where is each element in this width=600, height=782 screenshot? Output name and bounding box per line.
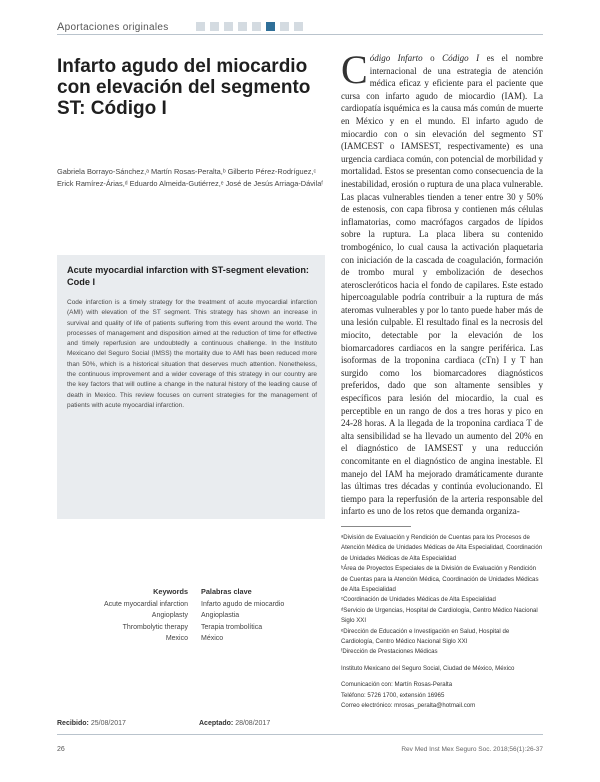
palabra-clave-item: Angioplastia	[201, 612, 240, 620]
indicator-square	[196, 22, 205, 31]
accepted-label: Aceptado:	[199, 720, 234, 727]
footer-divider	[57, 734, 543, 735]
affiliation-item: ᵈServicio de Urgencias, Hospital de Cardiología, Centro Médico Nacional Siglo XXI	[341, 606, 538, 625]
affiliation-item: ᵉDirección de Educación e Investigación en Salud, Hospital de Cardiología, Centro Médico Nacional Siglo XXI	[341, 627, 510, 646]
section-indicator	[196, 22, 303, 31]
palabra-clave-item: Terapia trombolítica	[201, 623, 263, 631]
article-title: Infarto agudo del miocardio con elevación del segmento ST: Código I	[57, 56, 311, 119]
indicator-square	[210, 22, 219, 31]
indicator-square-active	[266, 22, 275, 31]
indicator-square	[252, 22, 261, 31]
abstract-title: Acute myocardial infarction with ST-segment elevation: Code I	[67, 265, 309, 287]
contact-email[interactable]: Correo electrónico: mrosas_peralta@hotmail.com	[341, 702, 476, 710]
contact-name: Comunicación con: Martín Rosas-Peralta	[341, 681, 453, 689]
affiliation-item: ᶜCoordinación de Unidades Médicas de Alta Especialidad	[341, 596, 496, 604]
affiliation-item: ᵇÁrea de Proyectos Especiales de la División de Evaluación y Rendición de Cuentas para la Atención Médica, Coordinación de Unidades Médicas de Alta Especialidad	[341, 565, 539, 594]
contact-phone: Teléfono: 5726 1700, extensión 16965	[341, 691, 445, 699]
received-value: 25/08/2017	[90, 720, 126, 727]
keyword-item: Acute myocardial infarction	[103, 601, 188, 608]
palabra-clave-item: Infarto agudo de miocardio	[201, 601, 285, 608]
affiliation-item: ᵃDivisión de Evaluación y Rendición de Cuentas para los Procesos de Atención Médica de Unidades Médicas de Alta Especialidad, Coordinación de Unidades Médicas de Alta Especialidad	[341, 534, 543, 562]
author-list: Gabriela Borrayo-Sánchez,ᵃ Martín Rosas-Peralta,ᵇ Gilberto Pérez-Rodríguez,ᶜ Erick Ramírez-Árias,ᵈ Eduardo Almeida-Gutiérrez,ᵉ José de Jesús Arriaga-Dávilaᶠ	[57, 167, 323, 188]
received-date	[57, 720, 126, 727]
indicator-square	[294, 22, 303, 31]
accepted-date	[199, 720, 270, 727]
body-text	[341, 47, 544, 518]
palabras-clave-list	[201, 599, 284, 645]
header-divider	[57, 34, 543, 35]
indicator-square	[280, 22, 289, 31]
drop-cap: C	[341, 47, 368, 92]
keywords-list	[104, 599, 188, 645]
section-label-rest: portaciones originales	[64, 22, 169, 33]
section-label-initial: A	[57, 21, 65, 33]
received-label: Recibido:	[57, 720, 89, 727]
journal-citation: Rev Med Inst Mex Seguro Soc. 2018;56(1):26-37	[401, 746, 543, 753]
abstract-text: Code infarction is a timely strategy for the treatment of acute myocardial infarction (AMI) with elevation of the ST segment. This strategy has shown an increase in survival and quality of life of patients suffering from this event around the world. The processes of management and disposition aimed at the reduction of time for effective and timely reperfusion are undoubtedly a continuous challenge. In the Instituto Mexicano del Seguro Social (IMSS) the mortality due to AMI has been reduced more than 50%, which is a historical situation that deserves much attention. Nonetheless, the continuous improvement and a wider coverage of this strategy in our country are the key factors that will outline a change in the natural history of the leading cause of death in Mexico. This review focuses on current strategies for the management of patients with acute myocardial infarction.	[67, 299, 317, 409]
institution: Instituto Mexicano del Seguro Social, Ciudad de México, México	[341, 664, 515, 672]
body-paragraph: Código Infarto o Código I es el nombre internacional de una estrategia de atención médica eficaz y eficiente para el paciente que cursa con infarto agudo de miocardio (IAM). La cardiopatía isquémica es la causa más común de muerte en México y en el mundo. El infarto agudo de miocardio con o sin elevación del segmento ST (IAMCEST o IAMSEST, respectivamente) es una urgencia cardiaca común, con potencial de morbilidad y mortalidad. Estos se presentan como consecuencia de la inestabilidad, erosión o ruptura de una placa vulnerable. Las placas vulnerables tienden a tener entre 30 y 50% de estenosis, con capa fibrosa y contienen más células inflamatorias, como macrófagos cargados de lípidos sobre la ruptura. La placa libera su contenido trombogénico, lo cual causa la activación plaquetaria con iniciación de la cascada de coagulación, formación de trombo mural y embolización de desechos ateroscleróticos hacia el fondo de capilares. Este estado hipercoagulable podría contribuir a la ruptura de más ateromas vulnerables y por lo tanto puede haber más de una lesión culpable. El resultado final es la necrosis del miocito, detectable por la elevación de los biomarcadores cardiacos en la sangre periférica. Las isoformas de la troponina cardiaca (cTn) I y T han surgido como los biomarcadores diagnósticos preferidos, dado que son altamente sensibles y específicos para lesión del miocardio, la cual es perceptible en un rango de dos a tres horas y pico en 24-28 horas. A la llegada de la troponina cardiaca T de alta sensibilidad se ha llevado un aumento del 20% en el diagnóstico de IAMSEST y una reducción concomitante en el diagnóstico de angina inestable. El manejo del IAM ha mejorado dramáticamente durante las últimas tres décadas y continúa evolucionando. El tiempo para la reperfusión de la arteria responsable del infarto es uno de los retos que demanda organiza-	[341, 47, 544, 517]
affiliations-divider	[341, 526, 411, 527]
page-number: 26	[57, 746, 65, 753]
keywords-heading: Keywords	[153, 587, 188, 596]
affiliations	[341, 533, 543, 712]
keyword-item: Mexico	[165, 635, 188, 643]
palabra-clave-item: México	[201, 635, 224, 643]
keyword-item: Thrombolytic therapy	[122, 623, 188, 631]
section-label	[57, 21, 169, 33]
affiliation-item: ᶠDirección de Prestaciones Médicas	[341, 648, 438, 656]
keyword-item: Angioplasty	[151, 612, 188, 620]
indicator-square	[224, 22, 233, 31]
indicator-square	[238, 22, 247, 31]
palabras-clave-heading: Palabras clave	[201, 587, 252, 596]
accepted-value: 28/08/2017	[235, 720, 271, 727]
